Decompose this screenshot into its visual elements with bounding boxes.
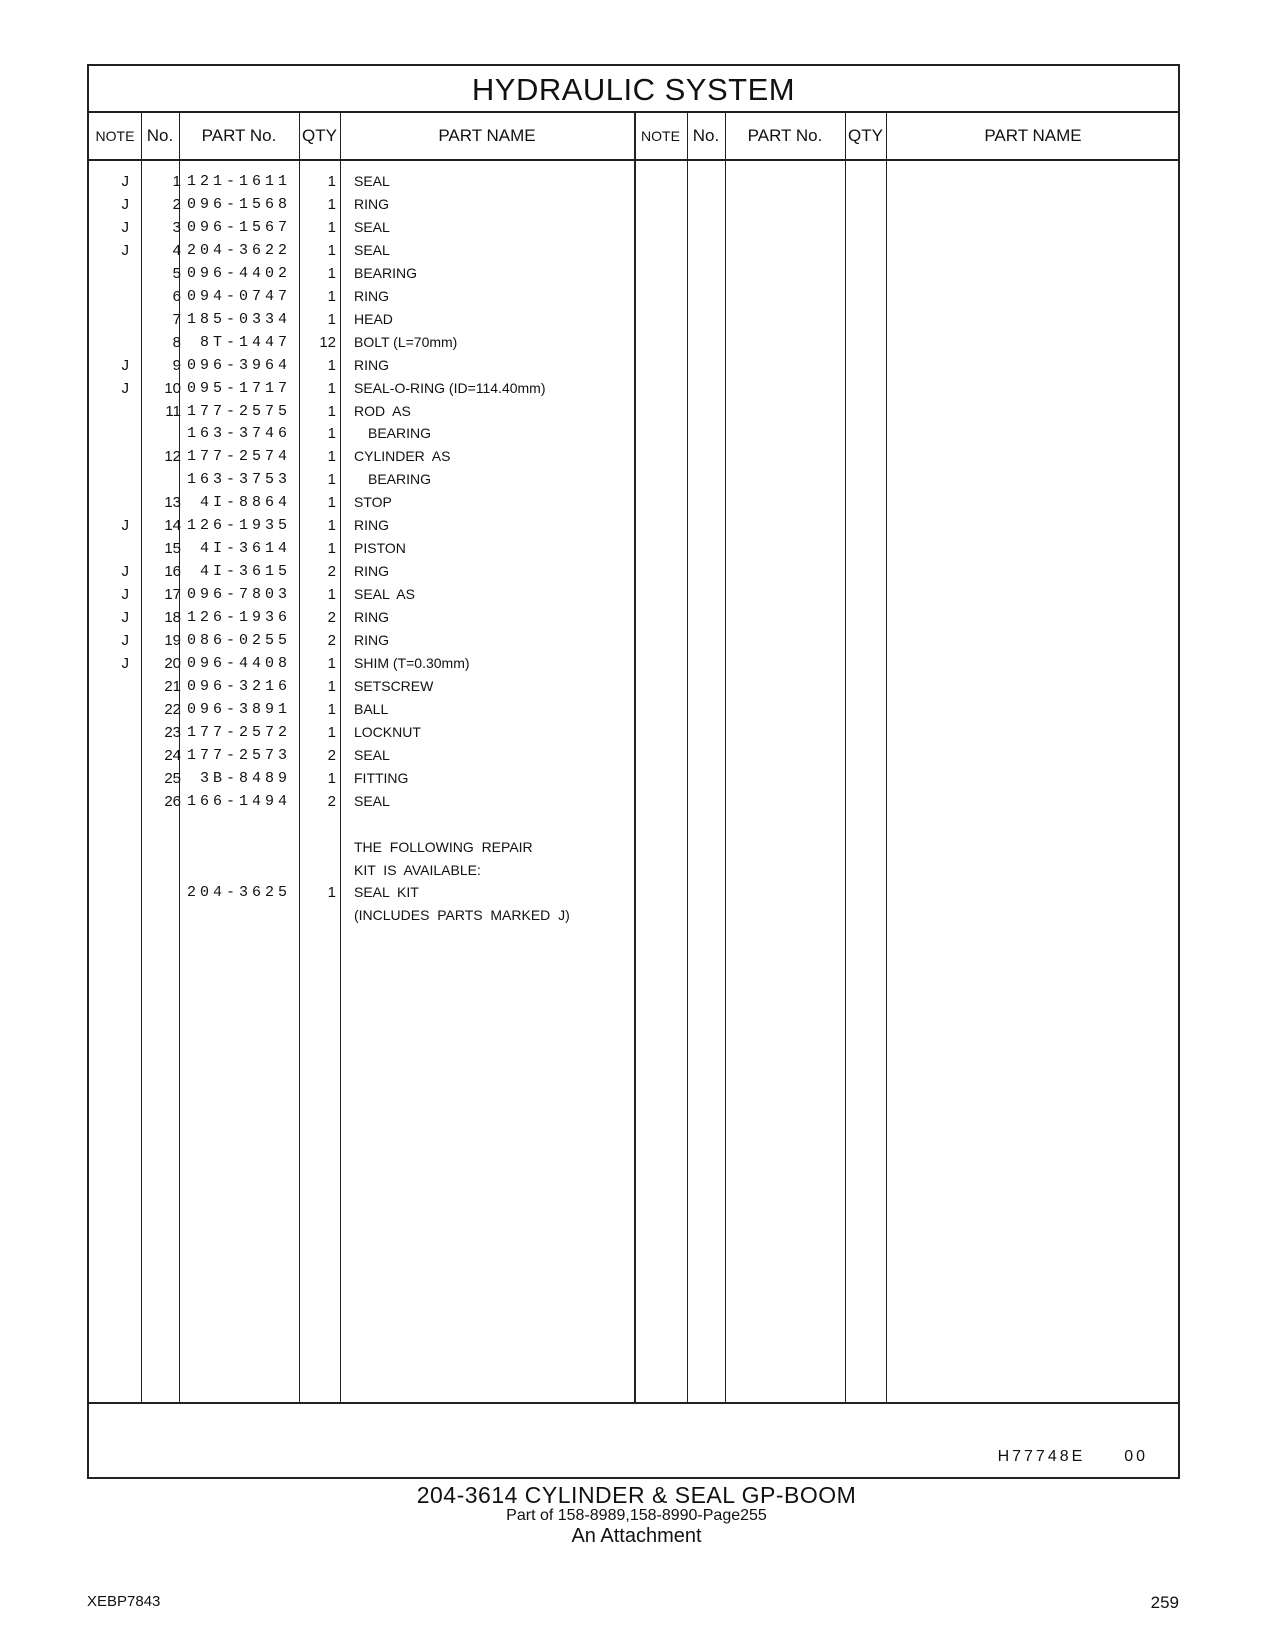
row-number: 14 [164, 517, 181, 535]
row-number: 15 [164, 540, 181, 558]
group-reference: Part of 158-8989,158-8990-Page255 [506, 1507, 767, 1524]
row-number: 3 [172, 218, 181, 236]
header-qty-right: QTY [848, 126, 883, 145]
row-number: 26 [164, 792, 181, 810]
row-quantity: 1 [327, 517, 336, 535]
header-part-name-right: PART NAME [984, 126, 1082, 145]
header-part-name-left: PART NAME [438, 126, 536, 145]
row-number: 7 [172, 310, 181, 328]
row-number: 23 [164, 723, 181, 741]
row-part-name: BEARING [354, 264, 418, 281]
row-note: J [121, 609, 129, 627]
group-caption: 204-3614 CYLINDER & SEAL GP-BOOM [416, 1482, 857, 1508]
row-note: J [121, 173, 129, 190]
row-quantity: 1 [327, 264, 336, 282]
row-part-number: 4I-3614 [199, 540, 291, 558]
row-quantity: 1 [327, 379, 336, 397]
header-qty-left: QTY [302, 126, 337, 145]
row-part-name: SEAL [354, 792, 390, 809]
row-note: J [121, 379, 129, 397]
row-quantity: 1 [327, 195, 336, 213]
row-part-name: KIT IS AVAILABLE: [354, 861, 481, 878]
row-part-name: SHIM (T=0.30mm) [354, 654, 470, 671]
row-quantity: 1 [327, 173, 336, 190]
row-number: 8 [172, 333, 181, 351]
row-quantity: 1 [327, 356, 336, 374]
row-part-name: THE FOLLOWING REPAIR [354, 838, 533, 855]
row-part-name: STOP [354, 494, 392, 511]
row-part-number: 204-3622 [186, 241, 291, 259]
table-row [89, 744, 1178, 767]
row-number: 20 [164, 654, 181, 672]
footer-divider [89, 1402, 1178, 1404]
row-part-number: 096-7803 [186, 586, 291, 604]
table-row [89, 767, 1178, 790]
header-part-no-right: PART No. [747, 126, 823, 145]
row-quantity: 2 [327, 632, 336, 649]
row-number: 11 [165, 402, 181, 420]
table-row [89, 216, 1178, 239]
row-part-name: SEAL [354, 218, 390, 235]
row-part-number: 086-0255 [186, 632, 291, 649]
table-row [89, 400, 1178, 423]
row-quantity: 1 [327, 471, 336, 489]
row-part-name: SEAL KIT [354, 884, 419, 901]
row-number: 13 [164, 494, 181, 512]
row-note: J [121, 632, 129, 649]
row-quantity: 1 [327, 654, 336, 672]
document-id: XEBP7843 [87, 1593, 161, 1610]
row-part-name: PISTON [354, 540, 406, 557]
row-part-number: 177-2575 [186, 402, 291, 420]
row-note: J [121, 356, 129, 374]
row-part-number: 096-3891 [186, 700, 291, 718]
row-part-number: 096-4402 [186, 264, 291, 282]
row-part-name: (INCLUDES PARTS MARKED J) [354, 907, 570, 924]
table-row [89, 514, 1178, 537]
table-row [89, 813, 1178, 836]
table-row [89, 377, 1178, 400]
row-part-number: 163-3753 [186, 471, 291, 489]
table-row [89, 721, 1178, 744]
row-number: 25 [164, 769, 181, 787]
row-number: 21 [164, 677, 181, 695]
row-part-number: 121-1611 [186, 173, 291, 190]
row-number: 24 [164, 746, 181, 764]
row-quantity: 1 [327, 310, 336, 328]
row-part-number: 096-1568 [186, 195, 291, 213]
row-number: 17 [164, 586, 181, 604]
group-subcaption: An Attachment [571, 1525, 702, 1547]
row-number: 1 [172, 173, 181, 190]
row-part-name: FITTING [354, 769, 409, 786]
row-part-name: BEARING [368, 471, 432, 488]
table-row [89, 836, 1178, 859]
row-quantity: 1 [327, 769, 336, 787]
row-number: 16 [164, 563, 181, 581]
row-part-number: 126-1936 [186, 609, 291, 627]
row-quantity: 1 [327, 700, 336, 718]
header-note-left: NOTE [95, 128, 135, 144]
row-part-name: SEAL [354, 173, 390, 189]
header-no-right: No. [692, 126, 720, 145]
row-number: 10 [164, 379, 181, 397]
row-part-name: RING [354, 287, 389, 304]
parts-table-frame [87, 64, 1180, 1479]
row-part-number: 3B-8489 [199, 769, 291, 787]
table-row [89, 491, 1178, 514]
row-number: 5 [172, 264, 181, 282]
row-quantity: 2 [327, 792, 336, 810]
row-part-name: SEAL-O-RING (ID=114.40mm) [354, 379, 546, 396]
table-row [89, 698, 1178, 721]
table-row [89, 537, 1178, 560]
row-note: J [121, 517, 129, 535]
table-row [89, 354, 1178, 377]
row-quantity: 1 [327, 540, 336, 558]
row-part-number: 126-1935 [186, 517, 291, 535]
row-quantity: 1 [327, 884, 336, 902]
section-title: HYDRAULIC SYSTEM [89, 66, 1178, 113]
row-part-name: RING [354, 632, 389, 648]
row-part-name: RING [354, 517, 389, 534]
row-part-name: SEAL [354, 746, 390, 763]
row-quantity: 1 [327, 448, 336, 466]
table-row [89, 675, 1178, 698]
row-part-number: 096-1567 [186, 218, 291, 236]
table-row [89, 881, 1178, 904]
row-quantity: 2 [327, 746, 336, 764]
table-row [89, 193, 1178, 216]
row-part-name: SEAL AS [354, 586, 415, 603]
row-part-name: SETSCREW [354, 677, 434, 694]
row-quantity: 1 [327, 723, 336, 741]
row-part-number: 177-2573 [186, 746, 291, 764]
row-note: J [121, 654, 129, 672]
row-part-name: BEARING [368, 425, 432, 442]
table-row [89, 583, 1178, 606]
row-number: 6 [172, 287, 181, 305]
table-row [89, 859, 1178, 882]
row-quantity: 12 [319, 333, 336, 351]
row-quantity: 1 [327, 402, 336, 420]
row-note: J [121, 195, 129, 213]
table-row [89, 331, 1178, 354]
row-number: 2 [172, 195, 181, 213]
row-part-name: BALL [354, 700, 389, 717]
row-part-name: RING [354, 609, 389, 626]
row-note: J [121, 241, 129, 259]
row-part-number: 096-3964 [186, 356, 291, 374]
row-number: 18 [164, 609, 181, 627]
page-number: 259 [1150, 1593, 1179, 1612]
row-part-number: 163-3746 [186, 425, 291, 443]
row-number: 12 [164, 448, 181, 466]
row-quantity: 2 [327, 609, 336, 627]
row-quantity: 1 [327, 218, 336, 236]
row-part-number: 4I-8864 [199, 494, 291, 512]
row-part-name: ROD AS [354, 402, 411, 419]
table-row [89, 285, 1178, 308]
row-part-number: 204-3625 [186, 884, 291, 902]
row-part-name: BOLT (L=70mm) [354, 333, 458, 350]
row-number: 22 [164, 700, 181, 718]
row-part-name: HEAD [354, 310, 393, 327]
row-part-number: 096-3216 [186, 677, 291, 695]
row-note: J [121, 218, 129, 236]
table-row [89, 262, 1178, 285]
row-quantity: 1 [327, 677, 336, 695]
row-quantity: 2 [327, 563, 336, 581]
table-row [89, 468, 1178, 491]
row-quantity: 1 [327, 425, 336, 443]
table-row [89, 308, 1178, 331]
row-part-name: RING [354, 195, 389, 212]
row-part-name: CYLINDER AS [354, 448, 451, 465]
illustration-code [998, 1448, 1148, 1466]
row-quantity: 1 [327, 241, 336, 259]
row-part-number: 094-0747 [186, 287, 291, 305]
illustration-revision: 00 [1124, 1448, 1148, 1465]
row-part-number: 177-2574 [186, 448, 291, 466]
table-row [89, 629, 1178, 652]
row-part-name: LOCKNUT [354, 723, 421, 740]
row-number: 4 [172, 241, 181, 259]
row-number: 9 [172, 356, 181, 374]
header-no-left: No. [146, 126, 174, 145]
row-part-number: 4I-3615 [199, 563, 291, 581]
table-row [89, 904, 1178, 927]
row-part-name: SEAL [354, 241, 390, 258]
row-part-number: 095-1717 [186, 379, 291, 397]
row-quantity: 1 [327, 287, 336, 305]
table-row [89, 422, 1178, 445]
header-note-right: NOTE [641, 128, 680, 144]
row-note: J [121, 563, 129, 581]
row-part-number: 8T-1447 [199, 333, 291, 351]
table-row [89, 790, 1178, 813]
table-row [89, 652, 1178, 675]
row-part-name: RING [354, 563, 389, 580]
row-part-number: 177-2572 [186, 723, 291, 741]
row-number: 19 [164, 632, 181, 649]
row-quantity: 1 [327, 586, 336, 604]
row-part-number: 166-1494 [186, 792, 291, 810]
table-row [89, 170, 1178, 193]
row-quantity: 1 [327, 494, 336, 512]
header-part-no-left: PART No. [201, 126, 277, 145]
row-part-number: 096-4408 [186, 654, 291, 672]
table-row [89, 239, 1178, 262]
row-part-number: 185-0334 [186, 310, 291, 328]
row-note: J [121, 586, 129, 604]
table-row [89, 606, 1178, 629]
illustration-code-value: H77748E [997, 1448, 1086, 1465]
row-part-name: RING [354, 356, 389, 373]
table-row [89, 445, 1178, 468]
table-row [89, 560, 1178, 583]
